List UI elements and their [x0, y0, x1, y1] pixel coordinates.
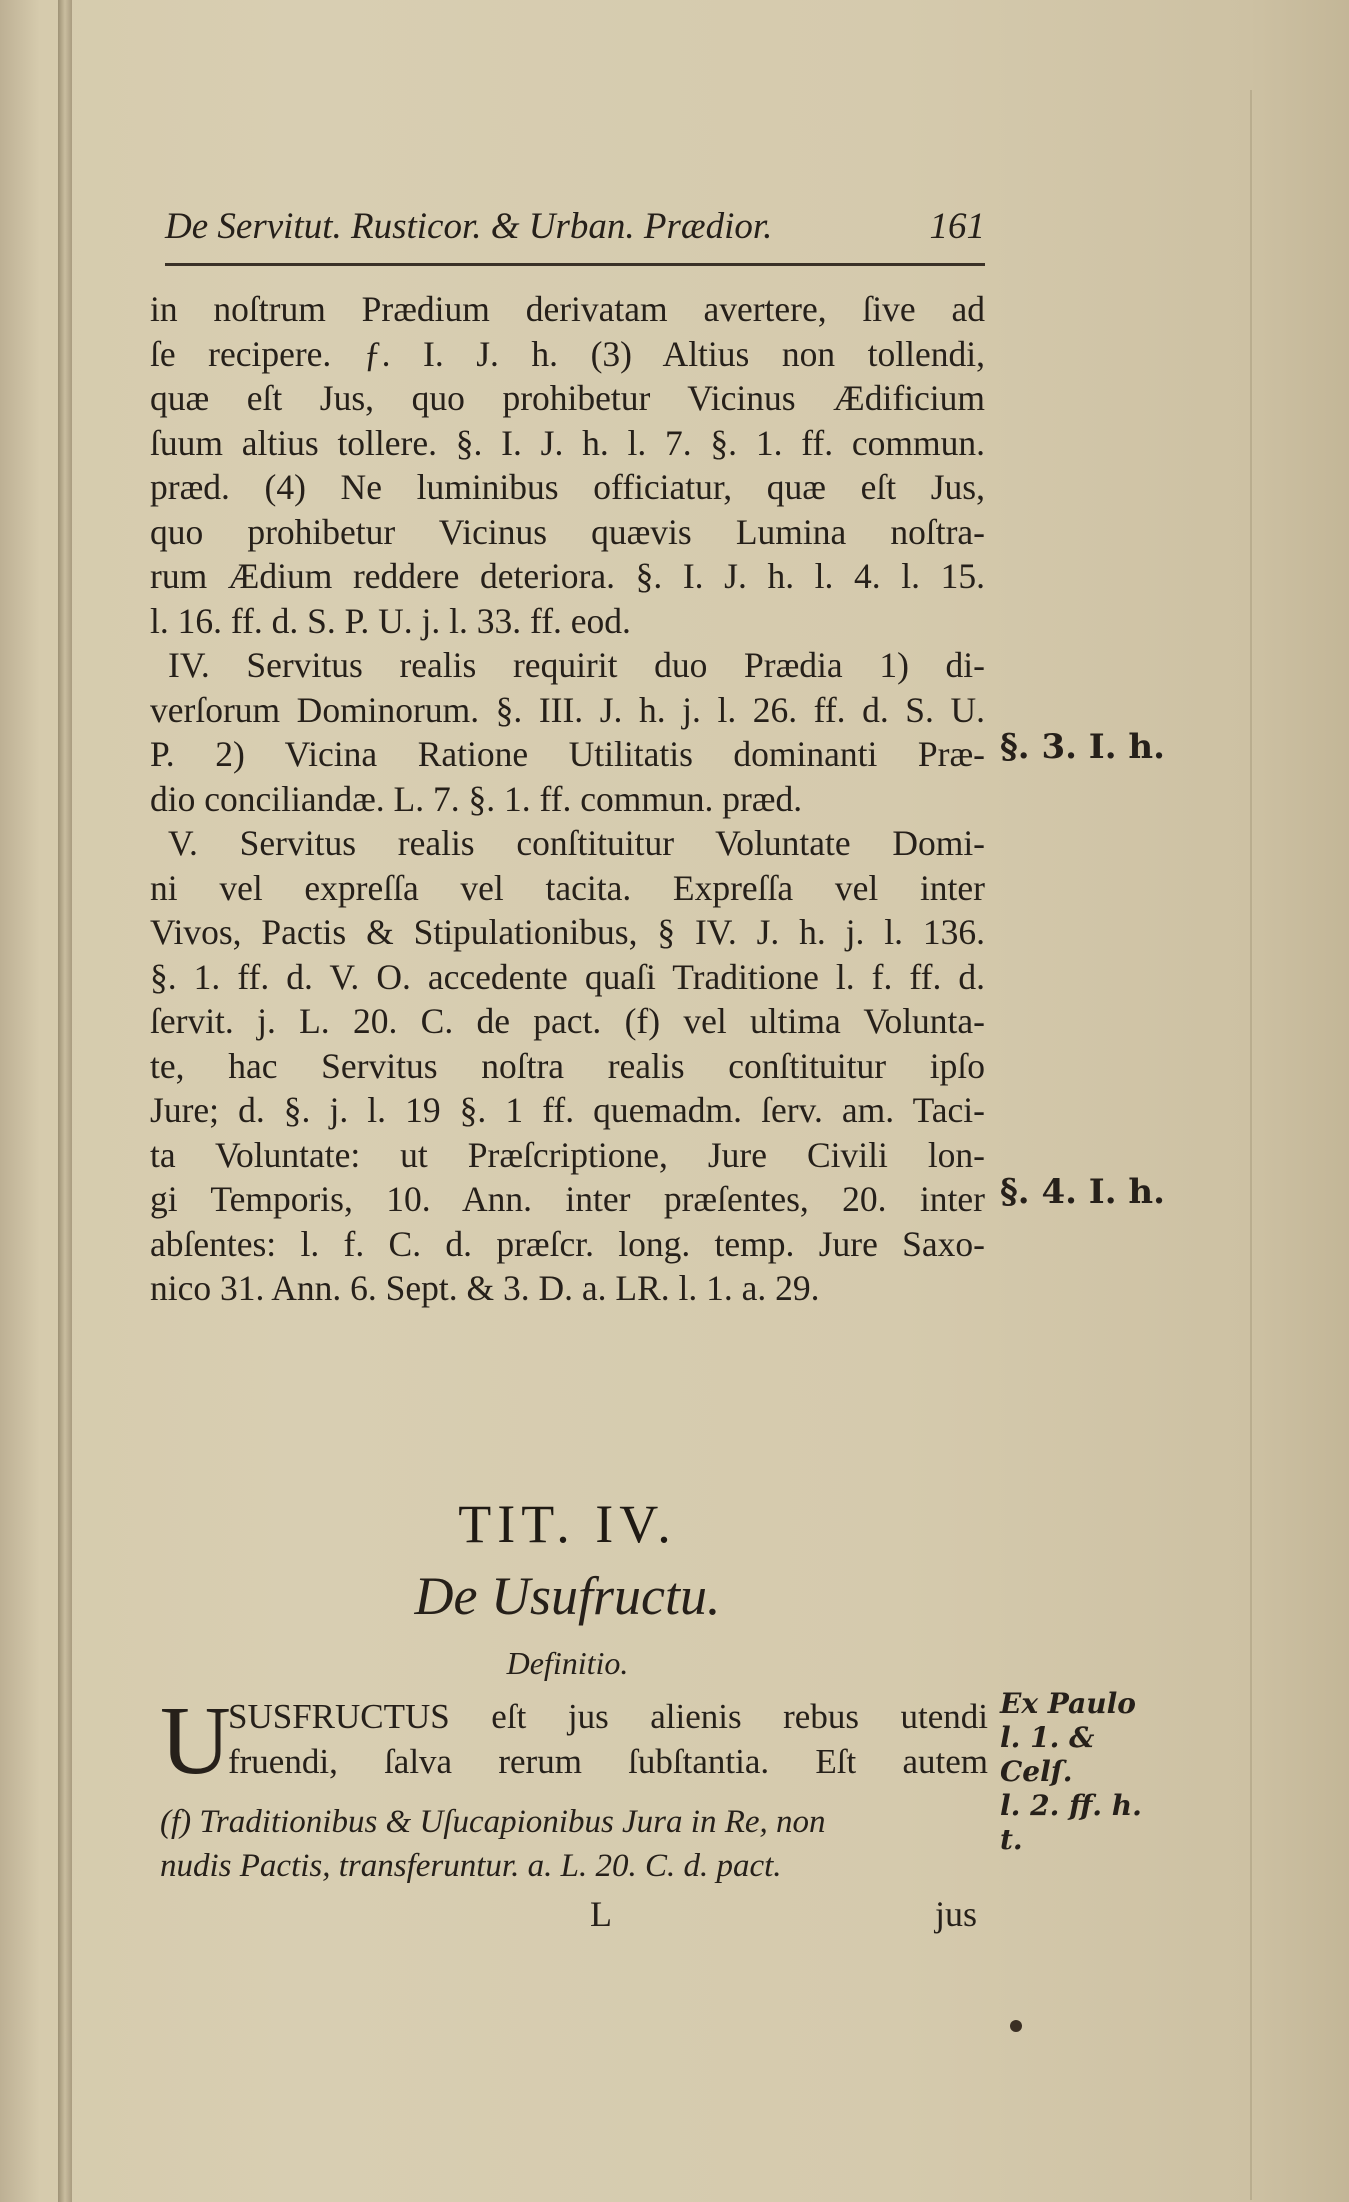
text-line: l. 16. ff. d. S. P. U. j. l. 33. ff. eod.	[150, 600, 631, 641]
text-line: ſervit. j. L. 20. C. de pact. (f) vel ultima Volunta-	[150, 1001, 985, 1041]
text-line: rum Ædium reddere deteriora. §. I. J. h. l. 4. l. 15.	[150, 556, 985, 596]
drop-cap: U	[160, 1687, 231, 1795]
definition-line: fruendi, ſalva rerum ſubſtantia. Eſt autem	[228, 1741, 988, 1781]
catchword: jus	[935, 1894, 978, 1934]
text-line: quo prohibetur Vicinus quævis Lumina noſtra-	[150, 511, 985, 552]
text-line: IV. Servitus realis requirit duo Prædia 1) di-	[168, 645, 985, 685]
text-line: P. 2) Vicina Ratione Utilitatis dominanti Præ-	[150, 734, 985, 774]
footnote-line: (f) Traditionibus & Uſucapionibus Jura in Re, non	[160, 1804, 826, 1840]
text-line: Jure; d. §. j. l. 19 §. 1 ff. quemadm. ſerv. am. Taci-	[150, 1090, 985, 1130]
book-page	[150, 195, 988, 2075]
text-line: dio conciliandæ. L. 7. §. 1. ff. commun. præd.	[150, 778, 803, 819]
text-line: gi Temporis, 10. Ann. inter præſentes, 20. inter	[150, 1179, 985, 1219]
side-note-line: Ex Paulo	[1000, 1687, 1136, 1720]
running-header	[165, 205, 985, 265]
page-number: 161	[929, 206, 985, 247]
text-line: Vivos, Pactis & Stipulationibus, § IV. J. h. j. l. 136.	[150, 912, 985, 952]
margin-note: §. 4. I. h.	[1000, 1172, 1165, 1212]
title-heading: TIT. IV.	[458, 1494, 677, 1554]
text-line: nico 31. Ann. 6. Sept. & 3. D. a. LR. l. 1. a. 29.	[150, 1268, 820, 1308]
title-subject: De Usufructu.	[414, 1566, 721, 1626]
ink-spot	[1010, 2020, 1022, 2032]
book-binding	[58, 0, 72, 2202]
definition-line: SUSFRUCTUS eſt jus alienis rebus utendi	[228, 1697, 988, 1736]
footnote-line: nudis Pactis, transferuntur. a. L. 20. C. d. pact.	[160, 1848, 782, 1884]
side-note-line: l. 1. & Celſ.	[1000, 1721, 1095, 1788]
text-line: ni vel expreſſa vel tacita. Expreſſa vel inter	[150, 867, 985, 908]
header-rule	[165, 263, 985, 266]
text-line: V. Servitus realis conſtituitur Voluntate Domi-	[168, 823, 985, 863]
text-line: ſuum altius tollere. §. I. J. h. l. 7. §. 1. ff. commun.	[150, 422, 985, 463]
text-line: in noſtrum Prædium derivatam avertere, ſive ad	[150, 289, 985, 329]
signature-mark: L	[590, 1894, 612, 1934]
text-line: abſentes: l. f. C. d. præſcr. long. temp. Jure Saxo-	[150, 1223, 985, 1264]
margin-note: §. 3. I. h.	[1000, 727, 1165, 767]
text-line: §. 1. ff. d. V. O. accedente quaſi Traditione l. f. ff. d.	[150, 956, 985, 997]
text-line: quæ eſt Jus, quo prohibetur Vicinus Ædificium	[150, 378, 985, 418]
text-line: præd. (4) Ne luminibus officiatur, quæ eſt Jus,	[150, 467, 985, 507]
text-line: ta Voluntate: ut Præſcriptione, Jure Civili lon-	[150, 1134, 985, 1175]
footnote	[160, 1800, 990, 1888]
text-line: te, hac Servitus noſtra realis conſtituitur ipſo	[150, 1045, 985, 1086]
paragraph-definition	[228, 1695, 988, 1784]
running-title: De Servitut. Rusticor. & Urban. Prædior.	[165, 206, 773, 247]
side-note-line: l. 2. ff. h. t.	[1000, 1789, 1142, 1856]
page-edge	[1250, 90, 1252, 2200]
side-note	[1000, 1687, 1160, 1857]
definition-heading: Definitio.	[506, 1645, 629, 1681]
paragraph-main	[150, 287, 985, 1311]
text-line: verſorum Dominorum. §. III. J. h. j. l. 26. ff. d. S. U.	[150, 689, 985, 730]
text-line: ſe recipere. ƒ. I. J. h. (3) Altius non tollendi,	[150, 333, 985, 374]
